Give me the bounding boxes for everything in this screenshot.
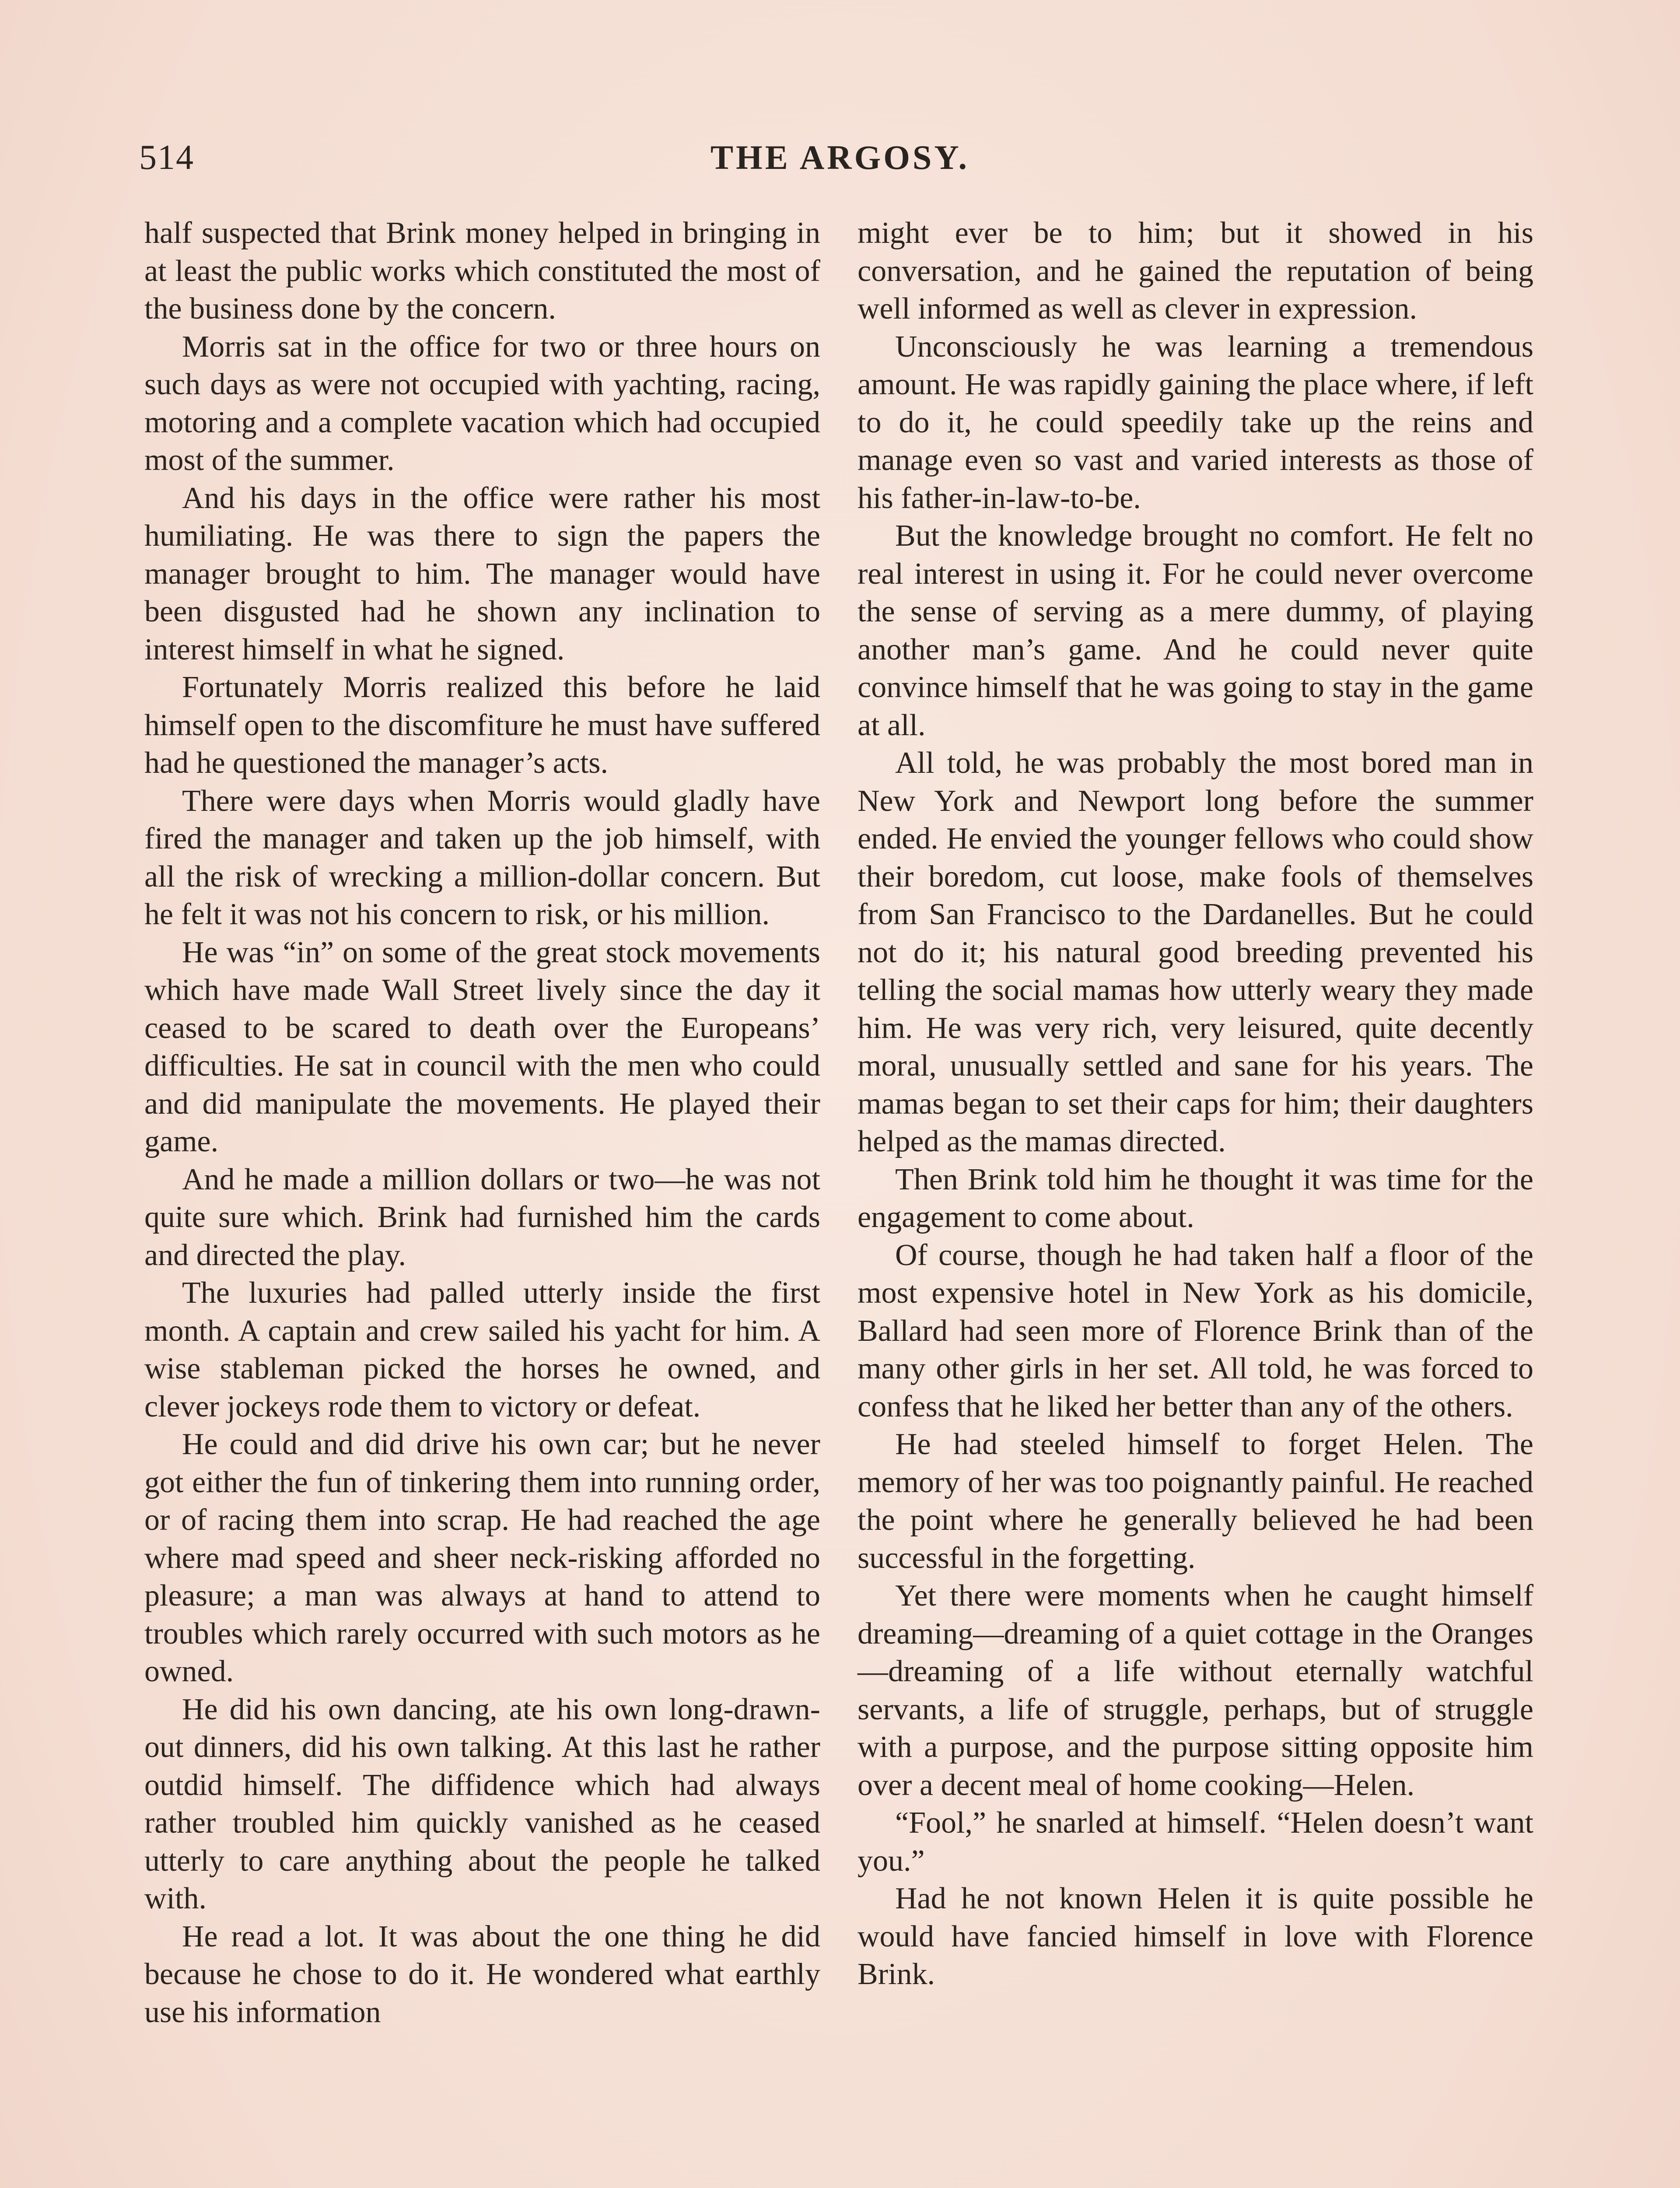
paragraph: Fortunately Morris realized this before he laid himself open to the discomfiture he must have suffered had he questioned the manager’s acts. (144, 670, 820, 780)
paragraph: He could and did drive his own car; but he never got either the fun of tinkering them into running order, or of racing them into scrap. He had reached the age where mad speed and sheer neck-risking afforded no pleasure; a man was always at hand to attend to troubles which rarely occurred with such motors as he owned. (144, 1427, 820, 1688)
page-header (139, 131, 1541, 184)
article-body (144, 214, 1536, 2188)
paragraph: But the knowledge brought no comfort. He felt no real interest in using it. For he could never overcome the sense of serving as a mere dummy, of playing another man’s game. And he could never quite convince himself that he was going to stay in the game at all. (858, 519, 1533, 742)
paragraph: Yet there were moments when he caught himself dreaming—dreaming of a quiet cottage in the Oranges—dreaming of a life without eternally watchful servants, a life of struggle, perhaps, but of struggle with a purpose, and the purpose sitting opposite him over a decent meal of home cooking—Helen. (858, 1579, 1533, 1802)
paragraph: “Fool,” he snarled at himself. “Helen doesn’t want you.” (858, 1806, 1533, 1878)
paragraph: He read a lot. It was about the one thing he did because he chose to do it. He wondered what earthly use his information (144, 1919, 820, 2029)
paragraph: Unconsciously he was learning a tremendous amount. He was rapidly gaining the place where, if left to do it, he could speedily take up the reins and manage even so vast and varied interests as those of his father-in-law-to-be. (858, 330, 1533, 515)
paragraph: half suspected that Brink money helped in bringing in at least the public works which constituted the most of the business done by the concern. (144, 216, 820, 326)
paragraph: All told, he was probably the most bored man in New York and Newport long before the summer ended. He envied the younger fellows who could show their boredom, cut loose, make fools of themselves from San Francisco to the Dardanelles. But he could not do it; his natural good breeding prevented his telling the social mamas how utterly weary they made him. He was very rich, very leisured, quite decently moral, unusually settled and sane for his years. The mamas began to set their caps for him; their daughters helped as the mamas directed. (858, 746, 1533, 1158)
paragraph: Of course, though he had taken half a floor of the most expensive hotel in New York as his domicile, Ballard had seen more of Florence Brink than of the many other girls in her set. All told, he was forced to confess that he liked her better than any of the others. (858, 1238, 1533, 1424)
left-column (144, 214, 820, 2031)
paragraph: Then Brink told him he thought it was time for the engagement to come about. (858, 1162, 1533, 1234)
paragraph: Morris sat in the office for two or three hours on such days as were not occupied with yachting, racing, motoring and a complete vacation which had occupied most of the summer. (144, 330, 820, 477)
right-column (858, 214, 1533, 1994)
paragraph: might ever be to him; but it showed in his conversation, and he gained the reputation of being well informed as well as clever in expression. (858, 216, 1533, 326)
paragraph: And he made a million dollars or two—he was not quite sure which. Brink had furnished him the cards and directed the play. (144, 1162, 820, 1272)
page-number: 514 (139, 138, 194, 177)
running-title: THE ARGOSY. (710, 138, 970, 176)
paragraph: The luxuries had palled utterly inside the first month. A captain and crew sailed his yacht for him. A wise stableman picked the horses he owned, and clever jockeys rode them to victory or defeat. (144, 1276, 820, 1424)
paragraph: There were days when Morris would gladly have fired the manager and taken up the job himself, with all the risk of wrecking a million-dollar concern. But he felt it was not his concern to risk, or his million. (144, 784, 820, 931)
paragraph: He was “in” on some of the great stock movements which have made Wall Street lively since the day it ceased to be scared to death over the Europeans’ difficulties. He sat in council with the men who could and did manipulate the movements. He played their game. (144, 935, 820, 1158)
paragraph: Had he not known Helen it is quite possible he would have fancied himself in love with Florence Brink. (858, 1882, 1533, 1991)
paragraph: He had steeled himself to forget Helen. The memory of her was too poignantly painful. He reached the point where he generally believed he had been successful in the forgetting. (858, 1427, 1533, 1575)
paragraph: And his days in the office were rather his most humiliating. He was there to sign the papers the manager brought to him. The manager would have been disgusted had he shown any inclination to interest himself in what he signed. (144, 481, 820, 666)
paragraph: He did his own dancing, ate his own long-drawn-out dinners, did his own talking. At this last he rather outdid himself. The diffidence which had always rather troubled him quickly vanished as he ceased utterly to care anything about the people he talked with. (144, 1692, 820, 1915)
